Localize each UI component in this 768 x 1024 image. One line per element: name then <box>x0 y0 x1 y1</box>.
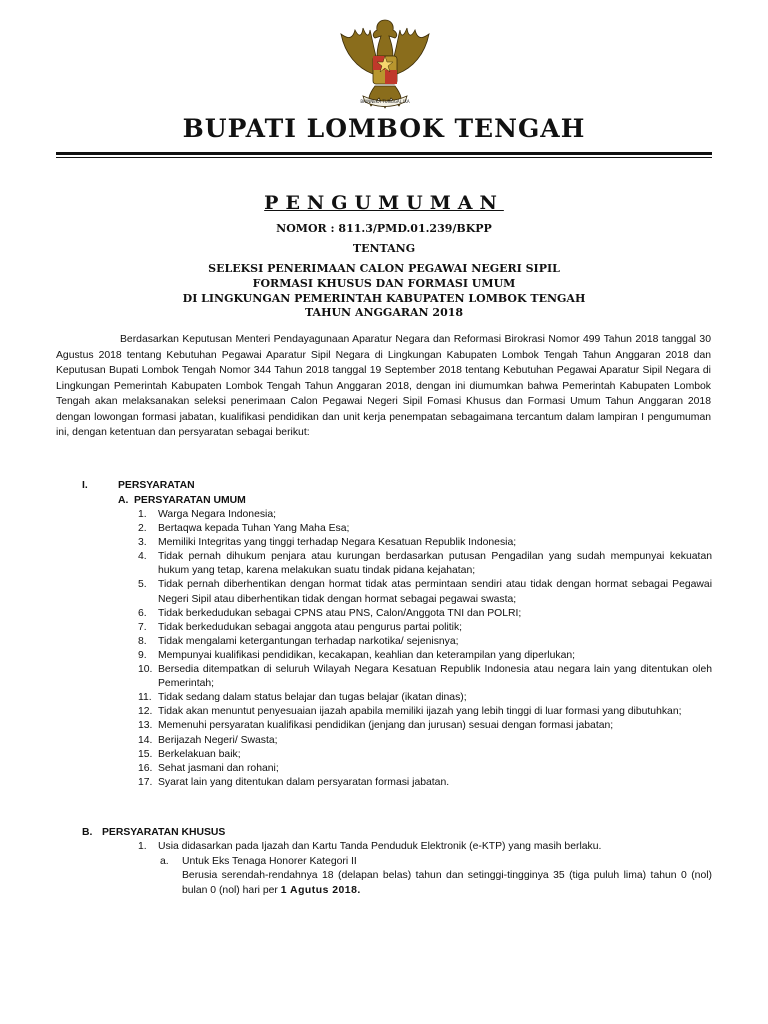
regent-title: BUPATI LOMBOK TENGAH <box>182 114 586 143</box>
list-item-number: 6. <box>138 607 147 619</box>
list-item-text: Warga Negara Indonesia; <box>158 509 277 520</box>
list-item <box>118 748 712 762</box>
list-item-number: 16. <box>138 762 153 774</box>
list-item <box>118 508 712 522</box>
announcement-number: NOMOR : 811.3/PMD.01.239/BKPP <box>276 222 492 235</box>
list-item-text: Memenuhi persyaratan kualifikasi pendidikan (jenjang dan jurusan) sesuai dengan formasi jabatan; <box>158 720 614 732</box>
list-item-number: 12. <box>138 706 153 718</box>
list-item-number: 2. <box>138 523 147 535</box>
sub-item <box>158 855 712 870</box>
list-item-number: 8. <box>138 635 147 647</box>
list-item <box>118 522 712 536</box>
list-item-text: Tidak sedang dalam status belajar dan tugas belajar (ikatan dinas); <box>158 692 467 704</box>
header-rule-thick <box>56 152 712 155</box>
list-item-text: Tidak berkedudukan sebagai anggota atau pengurus partai politik; <box>158 621 463 633</box>
list-item-number: 9. <box>138 649 147 661</box>
list-item <box>118 762 712 776</box>
announcement-subject <box>0 262 768 321</box>
sub-item-letter: a. <box>160 855 169 867</box>
age-limit-text: Berusia serendah-rendahnya 18 (delapan belas) tahun dan setinggi-tingginya 35 (tiga puluh lima) tahun 0 (nol) bulan 0 (nol) hari per <box>182 870 712 896</box>
list-item <box>118 607 712 621</box>
list-item-number: 4. <box>138 551 147 563</box>
subsection-b-heading <box>82 825 225 840</box>
subject-line: SELEKSI PENERIMAAN CALON PEGAWAI NEGERI SIPIL <box>208 262 560 275</box>
subsection-a-letter: A. <box>118 495 129 506</box>
subject-line: TAHUN ANGGARAN 2018 <box>304 306 464 320</box>
list-item <box>118 536 712 550</box>
subject-line: DI LINGKUNGAN PEMERINTAH KABUPATEN LOMBOK TENGAH <box>182 291 586 305</box>
list-item-text: Tidak pernah dihukum penjara atau kurungan berdasarkan putusan Pengadilan yang sudah mempunyai kekuatan hukum yang tetap, karena melakukan suatu tindak pidana kejahatan; <box>158 551 712 577</box>
list-item-text: Usia didasarkan pada Ijazah dan Kartu Tanda Penduduk Elektronik (e-KTP) yang masih berlaku. <box>158 841 602 852</box>
cutoff-date: 1 Agutus 2018. <box>280 884 361 896</box>
list-item-number: 10. <box>138 664 153 676</box>
list-item-number: 15. <box>138 748 153 760</box>
announcement-heading <box>0 192 768 214</box>
list-item-text: Tidak pernah diberhentikan dengan hormat tidak atas permintaan sendiri atau tidak dengan hormat sebagai Pegawai Negeri Sipil atau diberhentikan tidak dengan hormat sebagai pegawai swasta; <box>158 579 712 605</box>
list-item <box>118 776 712 790</box>
list-item-text: Berkelakuan baik; <box>158 748 241 760</box>
list-item <box>118 663 712 691</box>
subsection-b-title: PERSYARATAN KHUSUS <box>102 827 226 838</box>
section-1-heading <box>82 478 195 493</box>
list-item <box>118 734 712 748</box>
emblem-motto: BHINNEKA TUNGGAL IKA <box>360 99 410 104</box>
list-item-number: 1. <box>138 509 147 520</box>
list-item-text: Tidak akan menuntut penyesuaian ijazah apabila memiliki ijazah yang lebih tinggi di luar formasi yang dibutuhkan; <box>158 706 682 718</box>
intro-paragraph: Berdasarkan Keputusan Menteri Pendayagunaan Aparatur Negara dan Reformasi Birokrasi Nomor 499 Tahun 2018 tanggal 30 Agustus 2018 tentang Kebutuhan Pegawai Aparatur Sipil Negara di Lingkungan Kabupaten Lombok Tengah Tahun Anggaran 2018 dan Keputusan Bupati Lombok Tengah Nomor 344 Tahun 2018 tanggal 19 September 2018 tentang Kebutuhan Pegawai Aparatur Sipil Negara di Lingkungan Pemerintah Kabupaten Lombok Tengah Tahun Anggaran 2018, dengan ini diumumkan bahwa Pemerintah Kabupaten Lombok Tengah akan melaksanakan seleksi penerimaan Calon Pegawai Negeri Sipil Fomasi Khusus dan Formasi Umum Tahun Anggaran 2018 dengan lowongan formasi jabatan, kualifikasi pendidikan dan unit kerja penempatan sebagaimana tercantum dalam lampiran I pengumuman ini, dengan ketentuan dan persyaratan sebagai berikut: <box>56 334 711 438</box>
list-item-text: Sehat jasmani dan rohani; <box>158 762 279 774</box>
list-item <box>118 649 712 663</box>
section-1-numeral: I. <box>82 480 88 491</box>
general-requirements-list <box>118 508 712 790</box>
list-item-text: Syarat lain yang ditentukan dalam persyaratan formasi jabatan. <box>158 776 450 788</box>
subsection-a-heading <box>118 493 246 508</box>
list-item-number: 5. <box>138 579 147 591</box>
sub-item-title: Untuk Eks Tenaga Honorer Kategori II <box>182 855 357 867</box>
list-item-text: Berijazah Negeri/ Swasta; <box>158 734 278 746</box>
special-requirements <box>118 840 712 898</box>
list-item <box>118 840 712 855</box>
announcement-about: TENTANG <box>352 242 416 255</box>
list-item-text: Tidak mengalami ketergantungan terhadap narkotika/ sejenisnya; <box>158 635 459 647</box>
list-item-number: 17. <box>138 776 153 788</box>
list-item-text: Bertaqwa kepada Tuhan Yang Maha Esa; <box>158 523 350 535</box>
sub-item-text <box>182 869 712 898</box>
list-item-text: Tidak berkedudukan sebagai CPNS atau PNS, Calon/Anggota TNI dan POLRI; <box>158 607 522 619</box>
garuda-emblem <box>335 16 435 112</box>
list-item-number: 1. <box>138 841 147 852</box>
list-item-number: 3. <box>138 537 147 549</box>
list-item-number: 7. <box>138 621 147 633</box>
list-item-text: Memiliki Integritas yang tinggi terhadap Negara Kesatuan Republik Indonesia; <box>158 537 517 549</box>
list-item-text: Mempunyai kualifikasi pendidikan, kecakapan, keahlian dan keterampilan yang diperlukan; <box>158 649 576 661</box>
header-rule-thin <box>56 157 712 158</box>
list-item <box>118 719 712 733</box>
section-1-title: PERSYARATAN <box>118 480 195 491</box>
list-item <box>118 621 712 635</box>
list-item <box>118 635 712 649</box>
subject-line: FORMASI KHUSUS DAN FORMASI UMUM <box>252 276 516 290</box>
sub-item-detail <box>158 869 712 898</box>
list-item-number: 14. <box>138 734 153 746</box>
list-item <box>118 705 712 719</box>
list-item <box>118 578 712 606</box>
list-item-number: 11. <box>138 692 152 704</box>
list-item <box>118 691 712 705</box>
list-item <box>118 550 712 578</box>
list-item-number: 13. <box>138 720 153 732</box>
announcement-heading-text: PENGUMUMAN <box>264 192 504 214</box>
list-item-text: Bersedia ditempatkan di seluruh Wilayah Negara Kesatuan Republik Indonesia atau negara lain yang ditentukan oleh Pemerintah; <box>158 664 712 690</box>
subsection-b-letter: B. <box>82 827 93 838</box>
subsection-a-title: PERSYARATAN UMUM <box>134 495 246 506</box>
